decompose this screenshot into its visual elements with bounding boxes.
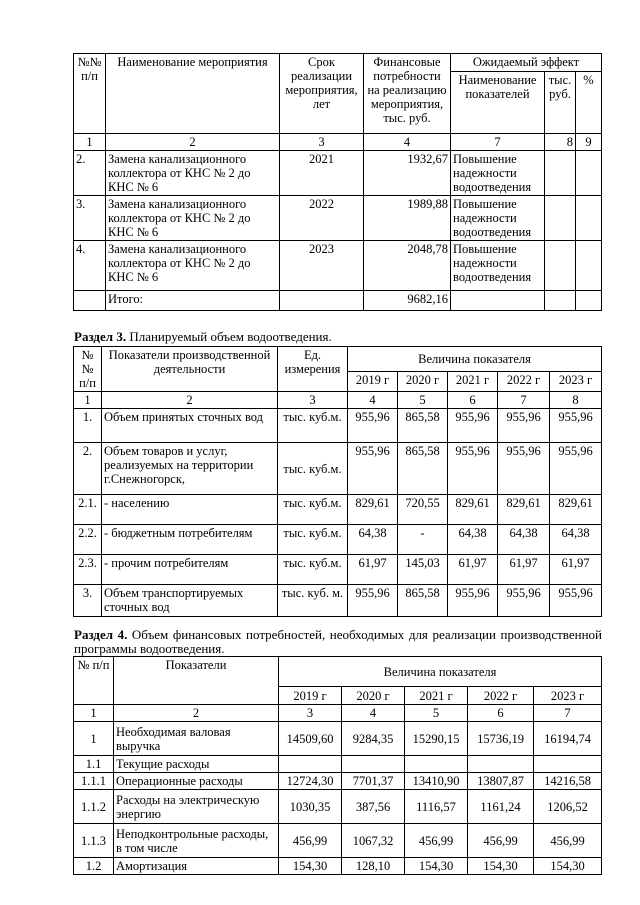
total-amount: 9682,16	[364, 291, 451, 311]
header-year: 2020 г	[398, 372, 448, 392]
row-value: 154,30	[534, 858, 602, 875]
row-year: 2022	[280, 196, 364, 241]
col-number: 8	[550, 392, 602, 409]
table-row	[74, 495, 602, 525]
row-num: 1.1.1	[74, 773, 114, 790]
table-row	[74, 858, 602, 875]
section3-heading	[74, 330, 332, 344]
col-number: 1	[74, 392, 102, 409]
row-amount: 1989,88	[364, 196, 451, 241]
row-value: 15290,15	[405, 722, 468, 756]
col-number: 2	[102, 392, 278, 409]
col-number: 4	[348, 392, 398, 409]
table-row	[74, 773, 602, 790]
row-value: 61,97	[498, 555, 550, 585]
row-name: Амортизация	[114, 858, 279, 875]
col-number: 3	[280, 134, 364, 151]
header-year: 2022 г	[498, 372, 550, 392]
row-value: 955,96	[550, 585, 602, 617]
row-value: 1206,52	[534, 790, 602, 824]
row-unit: тыс. куб.м.	[278, 525, 348, 555]
col-number: 1	[74, 705, 114, 722]
row-value: -	[398, 525, 448, 555]
row-name: Объем товаров и услуг, реализуемых на территории г.Снежногорск,	[102, 443, 278, 495]
row-value: 829,61	[448, 495, 498, 525]
col-number: 4	[342, 705, 405, 722]
row-unit: тыс. куб.м.	[278, 443, 348, 495]
header-indicators: Показатели	[114, 657, 279, 705]
table-row	[74, 196, 602, 241]
row-value: 865,58	[398, 585, 448, 617]
col-number: 7	[498, 392, 550, 409]
row-value: 456,99	[279, 824, 342, 858]
row-name: - населению	[102, 495, 278, 525]
row-num: 1.1.3	[74, 824, 114, 858]
section3-title: Планируемый объем водоотведения.	[129, 329, 332, 344]
row-value: 955,96	[550, 409, 602, 443]
col-number: 7	[534, 705, 602, 722]
row-value: 64,38	[448, 525, 498, 555]
header-year: 2019 г	[348, 372, 398, 392]
row-name: Необходимая валовая выручка	[114, 722, 279, 756]
row-value: 955,96	[550, 443, 602, 495]
total-row	[74, 291, 602, 311]
row-value: 456,99	[468, 824, 534, 858]
financial-needs-table	[73, 656, 602, 875]
header-year: 2023 г	[550, 372, 602, 392]
table-row	[74, 722, 602, 756]
table-row	[74, 241, 602, 291]
row-value: 955,96	[448, 585, 498, 617]
row-num: 2.	[74, 151, 106, 196]
section4-heading	[74, 628, 602, 656]
row-value: 829,61	[498, 495, 550, 525]
row-num: 1.2	[74, 858, 114, 875]
row-effect: Повышение надежности водоотведения	[451, 241, 545, 291]
row-value: 61,97	[448, 555, 498, 585]
row-value: 1116,57	[405, 790, 468, 824]
table-row	[74, 790, 602, 824]
header-year: 2020 г	[342, 687, 405, 705]
row-value: 456,99	[534, 824, 602, 858]
table-row	[74, 525, 602, 555]
row-name: Объем транспортируемых сточных вод	[102, 585, 278, 617]
row-value: 145,03	[398, 555, 448, 585]
row-num: 1.1.2	[74, 790, 114, 824]
total-label: Итого:	[106, 291, 280, 311]
row-value: 955,96	[498, 409, 550, 443]
header-unit: Ед. измерения	[278, 347, 348, 392]
header-value: Величина показателя	[279, 657, 602, 687]
row-value: 16194,74	[534, 722, 602, 756]
row-value: 154,30	[279, 858, 342, 875]
header-indicators: Показатели производственной деятельности	[102, 347, 278, 392]
col-number: 9	[576, 134, 602, 151]
row-value: 128,10	[342, 858, 405, 875]
row-name: Объем принятых сточных вод	[102, 409, 278, 443]
row-value: 1161,24	[468, 790, 534, 824]
row-year: 2023	[280, 241, 364, 291]
row-name: Операционные расходы	[114, 773, 279, 790]
measures-table	[73, 53, 602, 311]
section4-title-bold: Раздел 4.	[74, 627, 128, 642]
col-number: 6	[448, 392, 498, 409]
row-value: 829,61	[550, 495, 602, 525]
table-row	[74, 151, 602, 196]
header-effect: Ожидаемый эффект	[451, 54, 602, 72]
row-num: 2.1.	[74, 495, 102, 525]
header-value: Величина показателя	[348, 347, 602, 372]
row-value: 7701,37	[342, 773, 405, 790]
col-number: 3	[278, 392, 348, 409]
col-number: 5	[398, 392, 448, 409]
row-num: 4.	[74, 241, 106, 291]
row-value: 955,96	[348, 409, 398, 443]
row-value: 64,38	[498, 525, 550, 555]
col-number: 2	[106, 134, 280, 151]
row-value: 12724,30	[279, 773, 342, 790]
row-year: 2021	[280, 151, 364, 196]
header-num: №№ п/п	[74, 347, 102, 392]
row-num: 2.2.	[74, 525, 102, 555]
row-name: Замена канализационного коллектора от КНС № 2 до КНС № 6	[106, 241, 280, 291]
header-year: 2021 г	[405, 687, 468, 705]
header-thousand-rub: тыс. руб.	[545, 72, 576, 134]
col-number: 8	[545, 134, 576, 151]
row-name: - прочим потребителям	[102, 555, 278, 585]
row-name: Замена канализационного коллектора от КНС № 2 до КНС № 6	[106, 196, 280, 241]
row-name: - бюджетным потребителям	[102, 525, 278, 555]
table-row	[74, 555, 602, 585]
row-name: Расходы на электрическую энергию	[114, 790, 279, 824]
header-year: 2022 г	[468, 687, 534, 705]
row-value: 955,96	[448, 443, 498, 495]
row-value: 9284,35	[342, 722, 405, 756]
row-value: 61,97	[550, 555, 602, 585]
row-value: 64,38	[550, 525, 602, 555]
table-row	[74, 824, 602, 858]
row-value: 1067,32	[342, 824, 405, 858]
row-value: 14216,58	[534, 773, 602, 790]
table-row	[74, 756, 602, 773]
row-value: 13410,90	[405, 773, 468, 790]
header-year: 2023 г	[534, 687, 602, 705]
row-value: 64,38	[348, 525, 398, 555]
row-value: 865,58	[398, 443, 448, 495]
col-number: 4	[364, 134, 451, 151]
row-num: 1.	[74, 409, 102, 443]
row-value: 61,97	[348, 555, 398, 585]
row-value: 456,99	[405, 824, 468, 858]
header-num: № п/п	[74, 657, 114, 705]
col-number: 1	[74, 134, 106, 151]
row-value: 955,96	[498, 443, 550, 495]
col-number: 5	[405, 705, 468, 722]
row-value: 1030,35	[279, 790, 342, 824]
row-num: 2.3.	[74, 555, 102, 585]
row-amount: 2048,78	[364, 241, 451, 291]
section3-title-bold: Раздел 3.	[74, 329, 127, 344]
row-name: Текущие расходы	[114, 756, 279, 773]
row-value: 13807,87	[468, 773, 534, 790]
row-num: 3.	[74, 585, 102, 617]
row-value: 720,55	[398, 495, 448, 525]
header-year: 2019 г	[279, 687, 342, 705]
row-unit: тыс. куб.м.	[278, 495, 348, 525]
table-row	[74, 443, 602, 495]
header-year: 2021 г	[448, 372, 498, 392]
row-value: 955,96	[348, 443, 398, 495]
row-value: 955,96	[498, 585, 550, 617]
row-value: 387,56	[342, 790, 405, 824]
row-num: 1.1	[74, 756, 114, 773]
section4-title: Объем финансовых потребностей, необходимых для реализации производственной программы водоотведения.	[74, 627, 602, 656]
row-name: Неподконтрольные расходы, в том числе	[114, 824, 279, 858]
row-value: 829,61	[348, 495, 398, 525]
header-finance: Финансовые потребности на реализацию мероприятия, тыс. руб.	[364, 54, 451, 134]
row-unit: тыс. куб.м.	[278, 409, 348, 443]
row-value: 15736,19	[468, 722, 534, 756]
table-row	[74, 409, 602, 443]
row-effect: Повышение надежности водоотведения	[451, 151, 545, 196]
header-percent: %	[576, 72, 602, 134]
row-unit: тыс. куб.м.	[278, 555, 348, 585]
row-effect: Повышение надежности водоотведения	[451, 196, 545, 241]
header-term: Срок реализации мероприятия, лет	[280, 54, 364, 134]
row-unit: тыс. куб. м.	[278, 585, 348, 617]
row-num: 1	[74, 722, 114, 756]
header-indicator: Наименование показателей	[451, 72, 545, 134]
row-value: 14509,60	[279, 722, 342, 756]
row-value: 955,96	[448, 409, 498, 443]
col-number: 6	[468, 705, 534, 722]
row-value: 955,96	[348, 585, 398, 617]
col-number: 2	[114, 705, 279, 722]
row-amount: 1932,67	[364, 151, 451, 196]
row-num: 2.	[74, 443, 102, 495]
col-number: 3	[279, 705, 342, 722]
row-name: Замена канализационного коллектора от КНС № 2 до КНС № 6	[106, 151, 280, 196]
header-name: Наименование мероприятия	[106, 54, 280, 134]
header-num: №№ п/п	[74, 54, 106, 134]
row-value: 865,58	[398, 409, 448, 443]
col-number: 7	[451, 134, 545, 151]
wastewater-volume-table	[73, 346, 602, 617]
table-row	[74, 585, 602, 617]
row-value: 154,30	[405, 858, 468, 875]
row-value: 154,30	[468, 858, 534, 875]
row-num: 3.	[74, 196, 106, 241]
